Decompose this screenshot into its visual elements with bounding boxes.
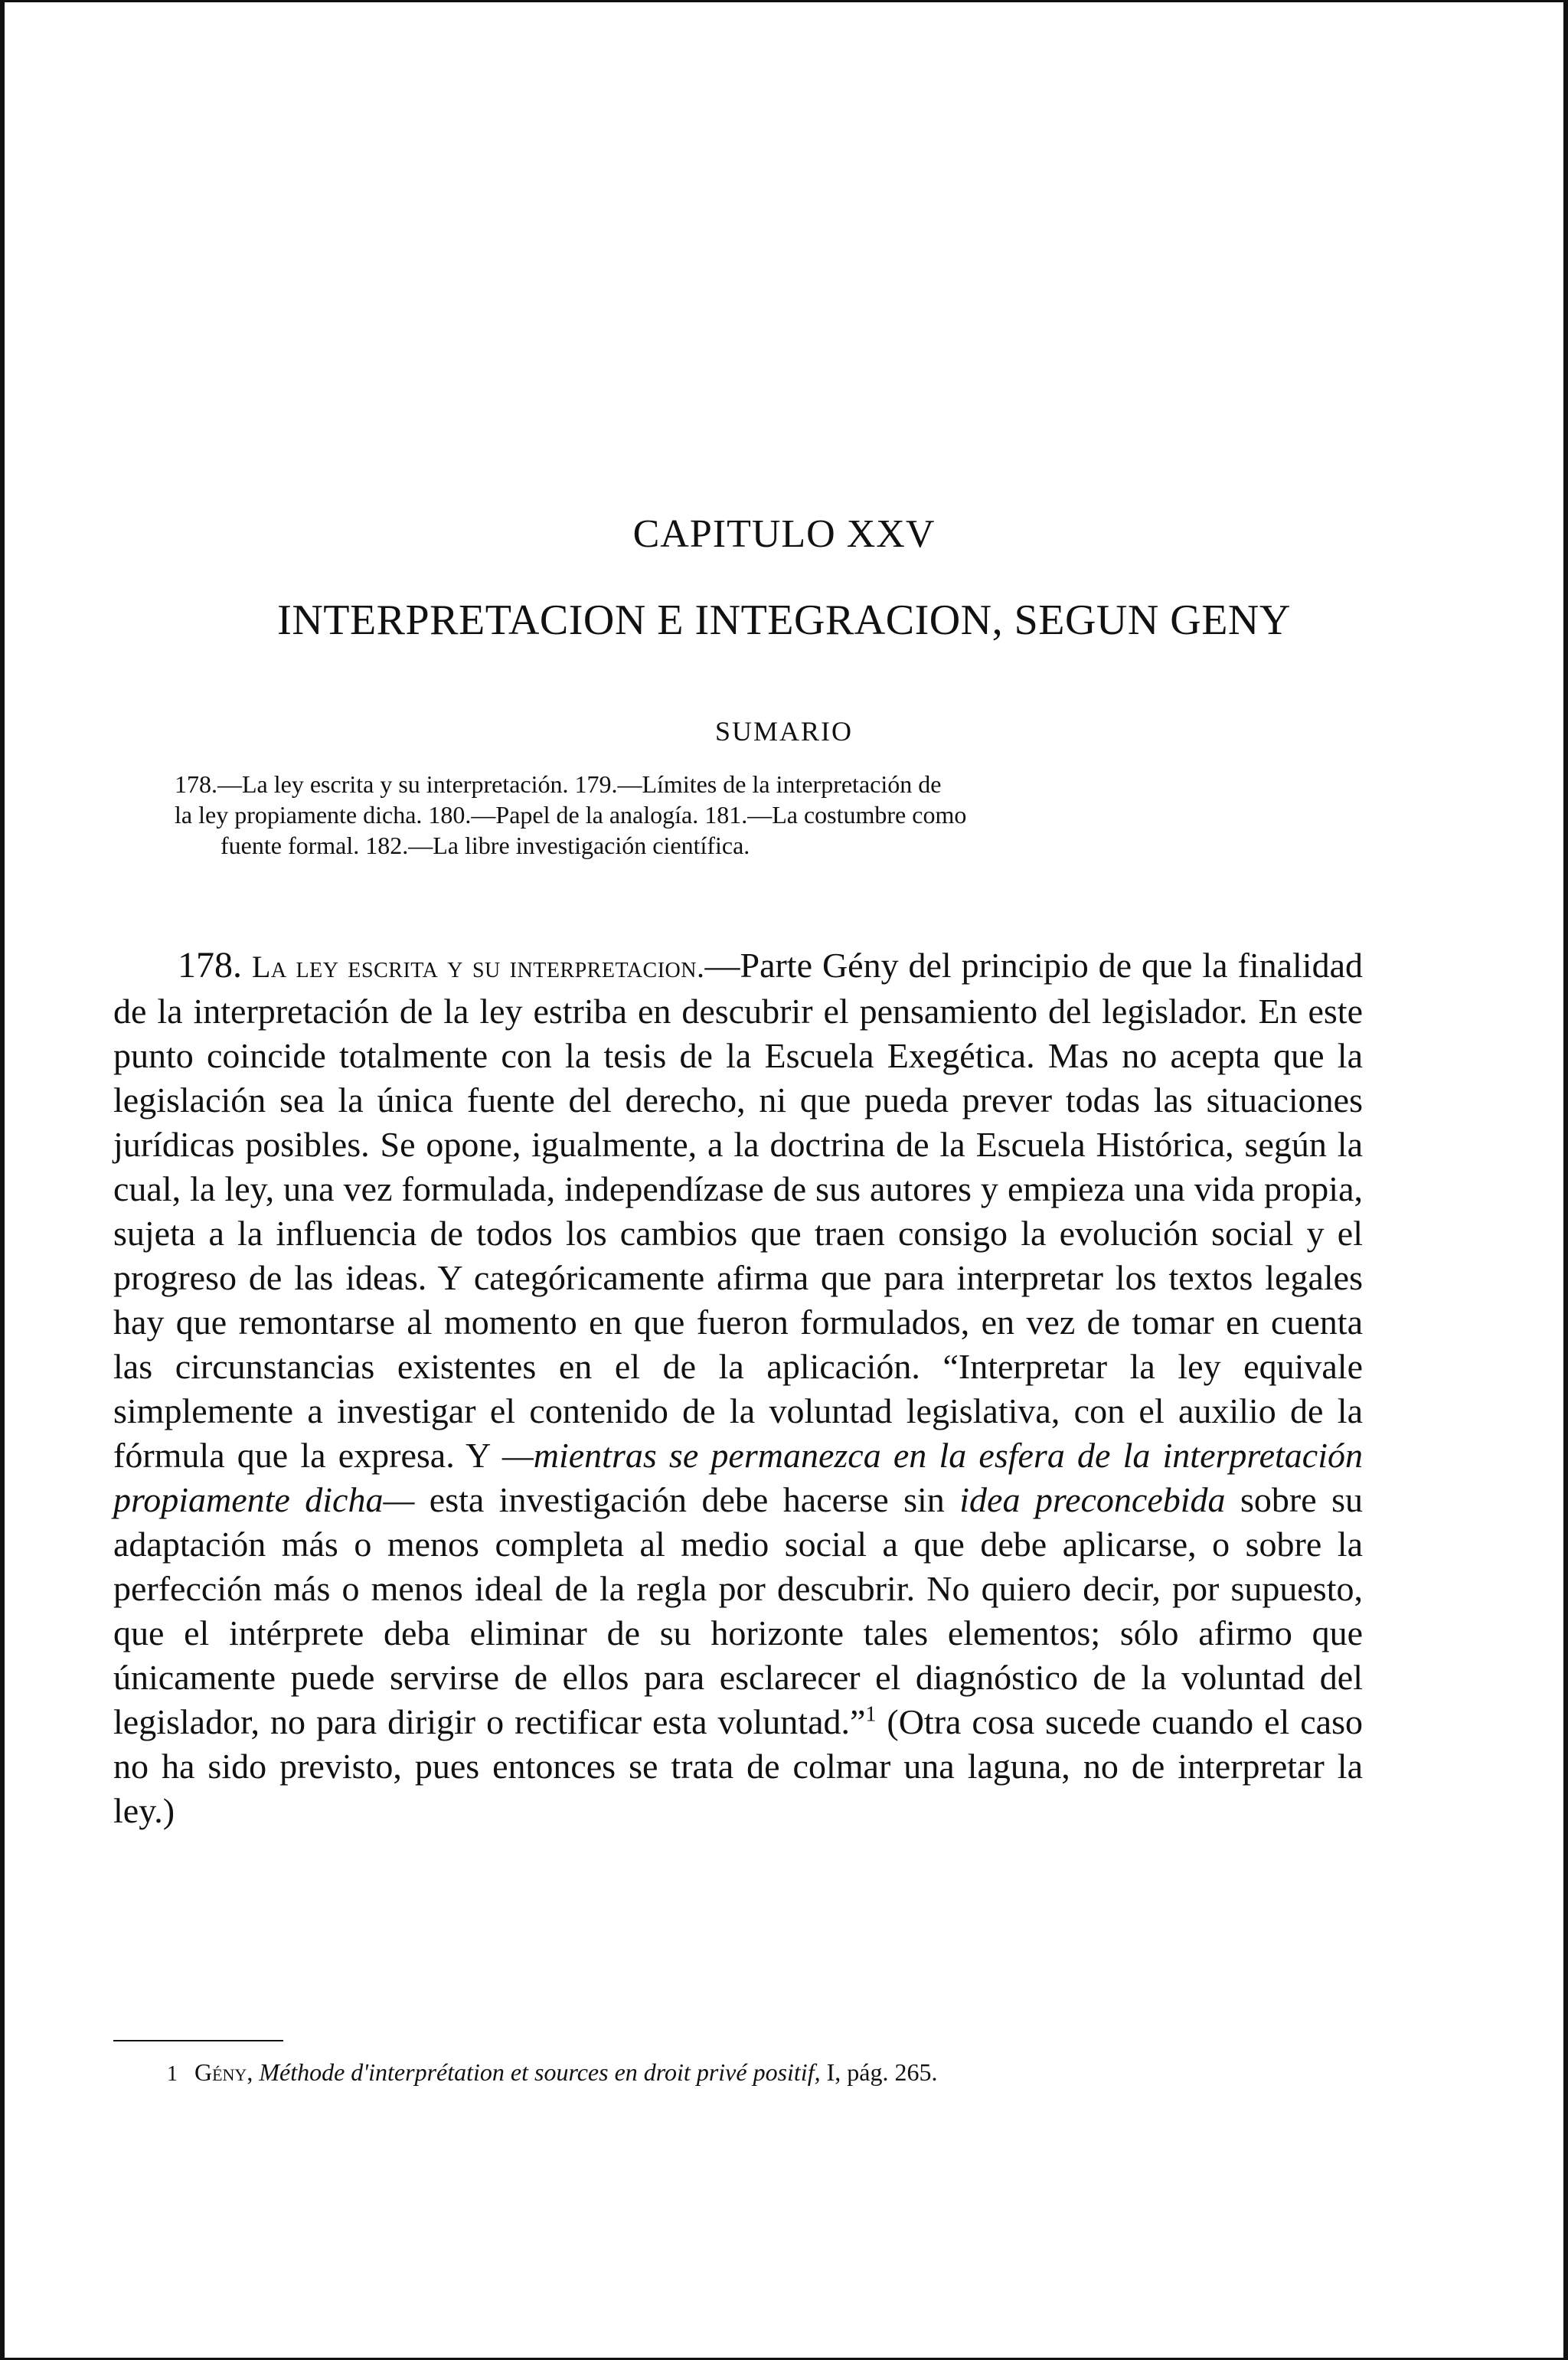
paragraph-text: esta investigación debe hacerse sin	[414, 1480, 960, 1519]
footnote-reference[interactable]: 1	[865, 1702, 877, 1727]
italic-phrase: idea preconcebida	[959, 1480, 1226, 1519]
footnote-divider	[113, 2040, 283, 2041]
footnote-ref: I, pág. 265.	[826, 2058, 938, 2086]
footnote	[167, 2057, 1361, 2090]
summary-line: fuente formal. 182.—La libre investigación científica.	[220, 832, 750, 859]
summary-line: la ley propiamente dicha. 180.—Papel de la analogía. 181.—La costumbre como	[175, 801, 967, 829]
section-title: La ley escrita y su interpretacion.	[251, 950, 705, 984]
summary-heading: SUMARIO	[714, 716, 854, 747]
footnote-author: Gény,	[194, 2058, 253, 2086]
chapter-title: INTERPRETACION E INTEGRACION, SEGUN GENY	[277, 597, 1291, 644]
paragraph-text: (Otra cosa sucede cuando el caso no ha sido previsto, pues entonces se trata de colmar una laguna, no de interpretar la ley.)	[113, 1702, 1363, 1830]
chapter-number: CAPITULO XXV	[632, 512, 936, 556]
summary-body	[175, 769, 1292, 861]
footnote-marker: 1	[167, 2062, 178, 2086]
section-number: 178.	[178, 945, 242, 986]
italic-phrase: —mientras se permanezca en la esfera de la interpretación propiamente dicha—	[113, 1436, 1363, 1519]
paragraph-text: —Parte Gény del principio de que la finalidad de la interpretación de la ley estriba en descubrir el pensamiento del legislador. En este punto coincide totalmente con la tesis de la Escuela Exegética. Mas no acepta que la legislación sea la única fuente del derecho, ni que pueda prever todas las situaciones jurídicas posibles. Se opone, igualmente, a la doctrina de la Escuela Histórica, según la cual, la ley, una vez formulada, independízase de sus autores y empieza una vida propia, sujeta a la influencia de todos los cambios que traen consigo la evolución social y el progreso de las ideas. Y categóricamente afirma que para interpretar los textos legales hay que remontarse al momento en que fueron formulados, en vez de tomar en cuenta las circunstancias existentes en el de la aplicación. “Interpretar la ley equivale simplemente a investigar el contenido de la voluntad legislativa, con el auxilio de la fórmula que la expresa. Y	[113, 946, 1364, 1475]
paragraph-text: sobre su adaptación más o menos completa al medio social a que debe aplicarse, o sobre la perfección más o menos ideal de la regla por descubrir. No quiero decir, por supuesto, que el intérprete deba eliminar de su horizonte tales elementos; sólo afirmo que únicamente puede servirse de ellos para esclarecer el diagnóstico de la voluntad del legislador, no para dirigir o rectificar esta voluntad.”	[113, 1480, 1363, 1741]
summary-line: 178.—La ley escrita y su interpretación. 179.—Límites de la interpretación de	[175, 770, 942, 798]
footnote-work: Méthode d'interprétation et sources en droit privé positif,	[259, 2058, 821, 2086]
section-178-paragraph	[113, 943, 1363, 1833]
